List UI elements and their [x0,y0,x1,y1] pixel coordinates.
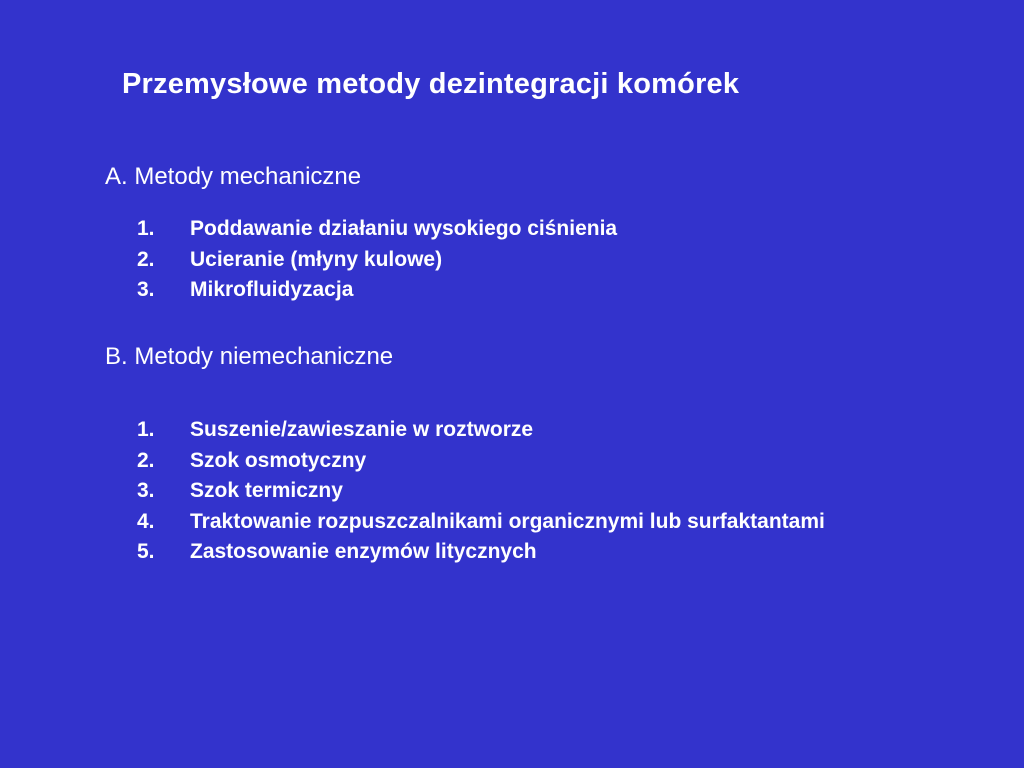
list-item-text: Traktowanie rozpuszczalnikami organicznymi lub surfaktantami [190,509,825,533]
list-item-number: 3. [137,278,155,301]
list-item-number: 1. [137,418,155,441]
list-item-text: Szok osmotyczny [190,448,367,472]
slide-title: Przemysłowe metody dezintegracji komórek [122,68,740,100]
list-item-text: Ucieranie (młyny kulowe) [190,247,443,271]
section-heading-nonmechanical: B. Metody niemechaniczne [105,343,394,370]
list-item-text: Zastosowanie enzymów litycznych [190,540,537,563]
list-item-text: Poddawanie działaniu wysokiego ciśnienia [190,217,618,240]
list-item-text: Suszenie/zawieszanie w roztworze [190,418,534,441]
section-heading-mechanical: A. Metody mechaniczne [105,163,362,190]
list-item-number: 2. [137,448,155,472]
list-item-number: 1. [137,217,155,240]
list-item-text: Szok termiczny [190,479,343,502]
list-item-text: Mikrofluidyzacja [190,278,354,301]
list-item-number: 4. [137,509,155,533]
list-item-number: 5. [137,540,155,563]
list-item-number: 3. [137,479,155,502]
list-item-number: 2. [137,247,155,271]
